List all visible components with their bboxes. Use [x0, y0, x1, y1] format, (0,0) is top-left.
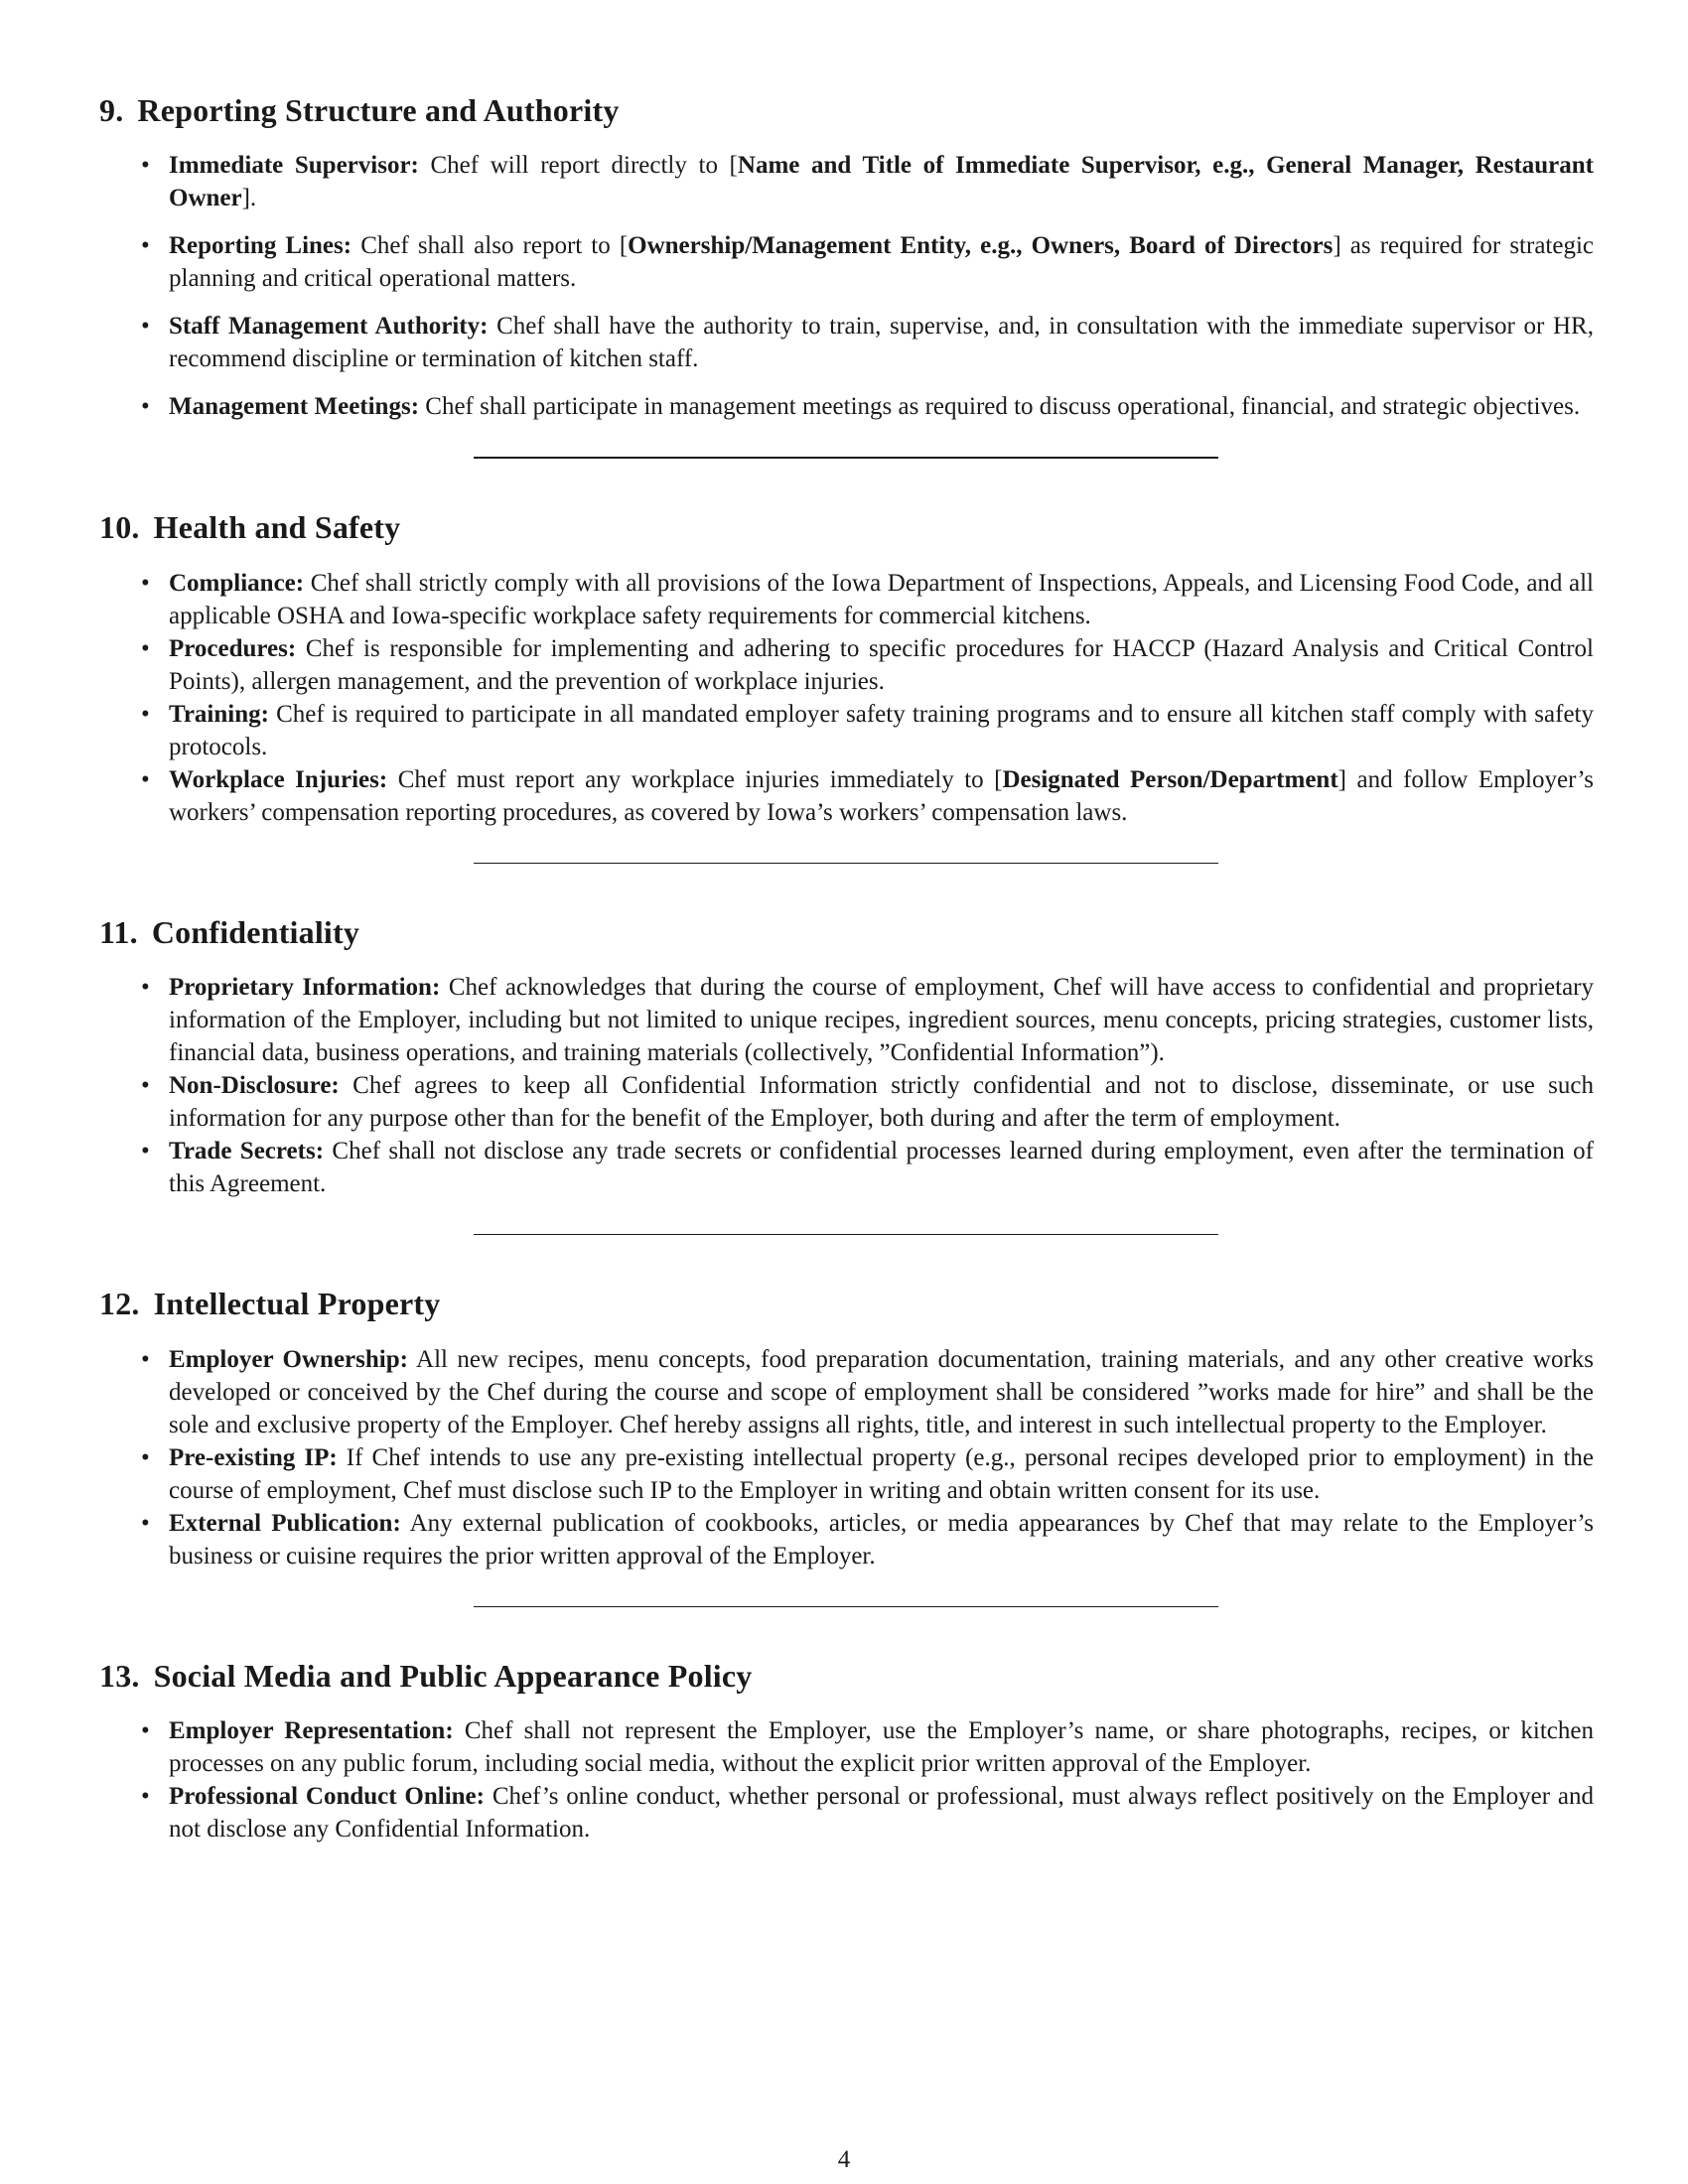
clause-item [169, 698, 1594, 763]
section-intellectual-property [99, 1285, 1594, 1571]
section-heading [99, 91, 1594, 129]
clause-text: Chef shall have the authority to train, supervise, and, in consultation with the immediate supervisor or HR, recommend discipline or termination of kitchen staff. [169, 313, 1594, 373]
section-health-and-safety [99, 508, 1594, 828]
clause-item [169, 1441, 1594, 1507]
clause-text: Chef is responsible for implementing and adhering to specific procedures for HACCP (Hazard Analysis and Critical Control Points), allergen management, and the prevention of workplace injuries. [169, 634, 1594, 695]
clause-text: All new recipes, menu concepts, food preparation documentation, training materials, and any other creative works developed or conceived by the Chef during the course and scope of employment shall be considered ”works made for hire” and shall be the sole and exclusive property of the Employer. Chef hereby assigns all rights, title, and interest in such intellectual property to the Employer. [169, 1345, 1594, 1438]
clause-text-before: Chef must report any workplace injuries immediately to [ [397, 765, 1003, 793]
clause-item [169, 1507, 1594, 1572]
clause-item [169, 1343, 1594, 1441]
clause-item [169, 1714, 1594, 1780]
clause-term: Proprietary Information: [169, 974, 441, 1002]
clause-item [169, 632, 1594, 698]
placeholder-text: Designated Person/Department [1002, 765, 1338, 793]
clause-text-before: Chef shall also report to [ [360, 232, 629, 260]
clause-item [169, 229, 1594, 295]
section-title: Social Media and Public Appearance Policy [153, 1657, 753, 1694]
clause-term: External Publication: [169, 1509, 401, 1537]
page-number: 4 [837, 2146, 851, 2173]
clause-term: Professional Conduct Online: [169, 1782, 485, 1810]
clause-item [169, 1780, 1594, 1845]
clause-item [169, 567, 1594, 632]
section-divider [474, 1606, 1218, 1607]
clause-term: Non-Disclosure: [169, 1072, 340, 1100]
clause-text: Chef acknowledges that during the course of employment, Chef will have access to confidential and proprietary information of the Employer, including but not limited to unique recipes, ingredient sources, menu concepts, pricing strategies, customer lists, financial data, business operations, and training materials (collectively, ”Confidential Information”). [169, 974, 1594, 1067]
clause-text-before: Chef will report directly to [ [430, 152, 738, 180]
section-social-media-policy [99, 1657, 1594, 1845]
document-page [99, 91, 1594, 1845]
clause-term: Management Meetings: [169, 393, 420, 421]
clause-term: Workplace Injuries: [169, 765, 388, 793]
section-divider [474, 1234, 1218, 1235]
clause-term: Employer Ownership: [169, 1345, 408, 1373]
clause-text: Chef agrees to keep all Confidential Information strictly confidential and not to disclose, disseminate, or use such information for any purpose other than for the benefit of the Employer, both during and after the term of employment. [169, 1072, 1595, 1133]
clause-text: If Chef intends to use any pre-existing intellectual property (e.g., personal recipes developed prior to employment) in the course of employment, Chef must disclose such IP to the Employer in writing and obtain written consent for its use. [169, 1443, 1595, 1504]
section-divider [474, 457, 1218, 459]
clause-item [169, 149, 1594, 214]
clause-text: Chef shall not disclose any trade secrets or confidential processes learned during employment, even after the termination of this Agreement. [169, 1138, 1595, 1198]
section-reporting-structure [99, 91, 1594, 423]
section-number: 10. [99, 509, 140, 546]
section-number: 11. [99, 913, 138, 950]
section-title: Health and Safety [153, 509, 401, 546]
section-title: Intellectual Property [153, 1286, 441, 1322]
clause-term: Training: [169, 700, 269, 728]
clause-list [99, 1343, 1594, 1572]
clause-term: Compliance: [169, 569, 305, 597]
clause-term: Immediate Supervisor: [169, 152, 419, 180]
placeholder-text: Ownership/Management Entity, e.g., Owners, Board of Directors [628, 232, 1334, 260]
clause-text-after: ]. [241, 185, 257, 212]
clause-list [99, 149, 1594, 423]
clause-list [99, 567, 1594, 829]
section-number: 9. [99, 92, 124, 128]
placeholder-text: Name and Title of Immediate Supervisor, e.g., General Manager, Restaurant Owner [169, 152, 1595, 212]
clause-list [99, 1714, 1594, 1845]
section-title: Reporting Structure and Authority [137, 92, 620, 128]
clause-text: Chef is required to participate in all mandated employer safety training programs and to ensure all kitchen staff comply with safety protocols. [169, 700, 1594, 760]
clause-text-after: ] as required for strategic planning and critical operational matters. [169, 232, 1594, 293]
clause-term: Staff Management Authority: [169, 313, 489, 341]
clause-term: Procedures: [169, 634, 297, 662]
clause-item [169, 310, 1594, 375]
section-heading [99, 1285, 1594, 1322]
section-heading [99, 508, 1594, 546]
clause-text: Chef shall strictly comply with all provisions of the Iowa Department of Inspections, Appeals, and Licensing Food Code, and all applicable OSHA and Iowa-specific workplace safety requirements for commercial kitchens. [169, 569, 1594, 629]
clause-term: Trade Secrets: [169, 1138, 325, 1165]
clause-term: Pre-existing IP: [169, 1443, 338, 1471]
section-title: Confidentiality [151, 913, 360, 950]
clause-item [169, 390, 1594, 423]
clause-text: Chef’s online conduct, whether personal or professional, must always reflect positively on the Employer and not disclose any Confidential Information. [169, 1782, 1594, 1843]
clause-text: Chef shall participate in management meetings as required to discuss operational, financial, and strategic objectives. [425, 393, 1581, 421]
clause-term: Employer Representation: [169, 1716, 454, 1744]
section-number: 12. [99, 1286, 140, 1322]
section-heading [99, 913, 1594, 951]
clause-text: Chef shall not represent the Employer, use the Employer’s name, or share photographs, recipes, or kitchen processes on any public forum, including social media, without the explicit prior written approval of the Employer. [169, 1716, 1595, 1777]
clause-item [169, 971, 1594, 1069]
section-number: 13. [99, 1657, 140, 1694]
clause-item [169, 1135, 1594, 1200]
clause-item [169, 1069, 1594, 1135]
clause-text-after: ] and follow Employer’s workers’ compensation reporting procedures, as covered by Iowa’s workers’ compensation laws. [169, 765, 1595, 826]
section-confidentiality [99, 913, 1594, 1200]
section-heading [99, 1657, 1594, 1695]
clause-list [99, 971, 1594, 1200]
clause-text: Any external publication of cookbooks, articles, or media appearances by Chef that may relate to the Employer’s business or cuisine requires the prior written approval of the Employer. [169, 1509, 1594, 1570]
clause-term: Reporting Lines: [169, 232, 352, 260]
clause-item [169, 763, 1594, 829]
section-divider [474, 863, 1218, 864]
